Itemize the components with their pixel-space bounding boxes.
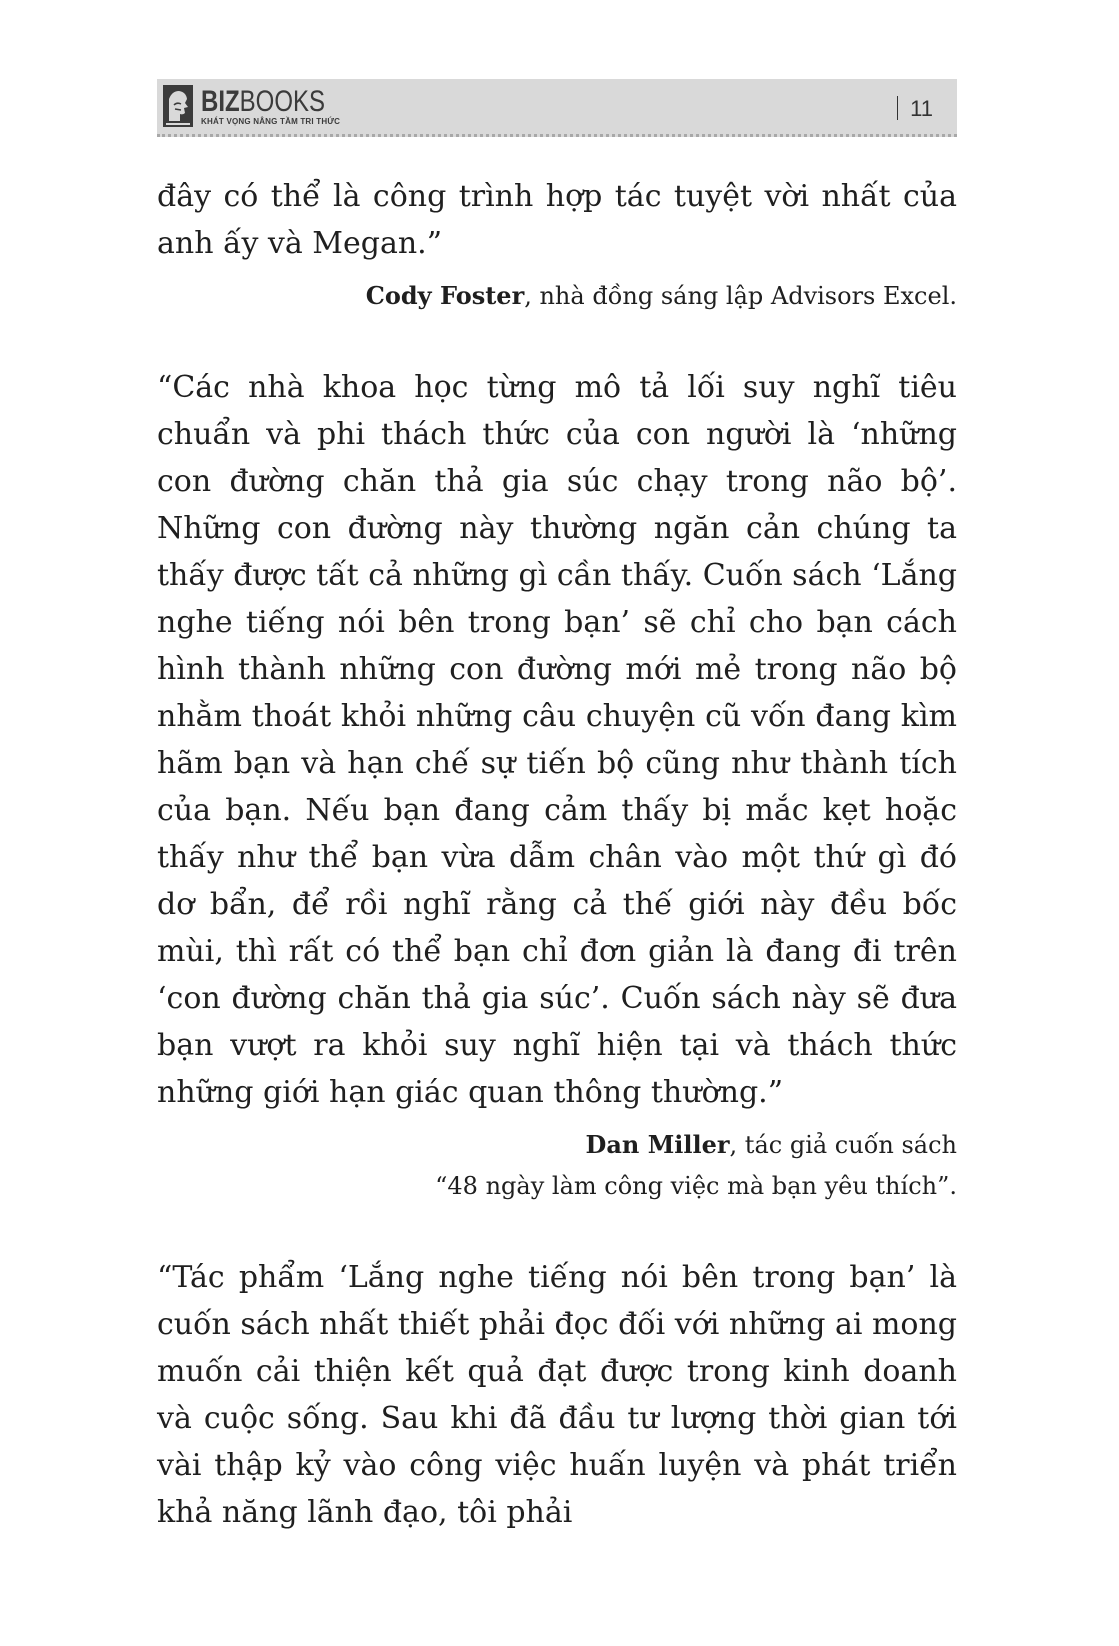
- bizbooks-logo: [163, 85, 356, 127]
- page-number-divider: [897, 96, 899, 120]
- brand-name-light: BOOKS: [239, 84, 326, 118]
- quote-paragraph-3: “Tác phẩm ‘Lắng nghe tiếng nói bên trong bạn’ là cuốn sách nhất thiết phải đọc đối với những ai mong muốn cải thiện kết quả đạt được trong kinh doanh và cuộc sống. Sau khi đã đầu tư lượng thời gian tới vài thập kỷ vào công việc huấn luyện và phát triển khả năng lãnh đạo, tôi phải: [157, 1260, 957, 1530]
- quote-paragraph-1: đây có thể là công trình hợp tác tuyệt vời nhất của anh ấy và Megan.”: [157, 179, 957, 261]
- quote-paragraph-2: “Các nhà khoa học từng mô tả lối suy nghĩ tiêu chuẩn và phi thách thức của con người là ‘những con đường chăn thả gia súc chạy trong não bộ’. Những con đường này thường ngăn cản chúng ta thấy được tất cả những gì cần thấy. Cuốn sách ‘Lắng nghe tiếng nói bên trong bạn’ sẽ chỉ cho bạn cách hình thành những con đường mới mẻ trong não bộ nhằm thoát khỏi những câu chuyện cũ vốn đang kìm hãm bạn và hạn chế sự tiến bộ cũng như thành tích của bạn. Nếu bạn đang cảm thấy bị mắc kẹt hoặc thấy như thể bạn vừa dẫm chân vào một thứ gì đó dơ bẩn, để rồi nghĩ rằng cả thế giới này đều bốc mùi, thì rất có thể bạn chỉ đơn giản là đang đi trên ‘con đường chăn thả gia súc’. Cuốn sách này sẽ đưa bạn vượt ra khỏi suy nghĩ hiện tại và thách thức những giới hạn giác quan thông thường.”: [157, 370, 957, 1110]
- attribution-2-book: “48 ngày làm công việc mà bạn yêu thích”.: [435, 1172, 957, 1200]
- page-number-value: 11: [910, 96, 933, 121]
- page-header: [157, 79, 957, 137]
- brand-emblem-icon: [163, 85, 193, 127]
- page-number: [897, 96, 933, 122]
- attribution-2-role: , tác giả cuốn sách: [729, 1131, 957, 1159]
- brand-name-bold: BIZ: [201, 84, 240, 118]
- attribution-2-name: Dan Miller: [585, 1130, 730, 1159]
- attribution-2: [157, 1124, 957, 1166]
- attribution-1-role: , nhà đồng sáng lập Advisors Excel.: [524, 282, 957, 310]
- page-body: [157, 173, 957, 1536]
- brand-name: [201, 86, 325, 117]
- attribution-1-name: Cody Foster: [365, 281, 525, 310]
- attribution-1: [157, 275, 957, 317]
- brand-tagline: KHÁT VỌNG NÂNG TẦM TRI THỨC: [201, 116, 341, 126]
